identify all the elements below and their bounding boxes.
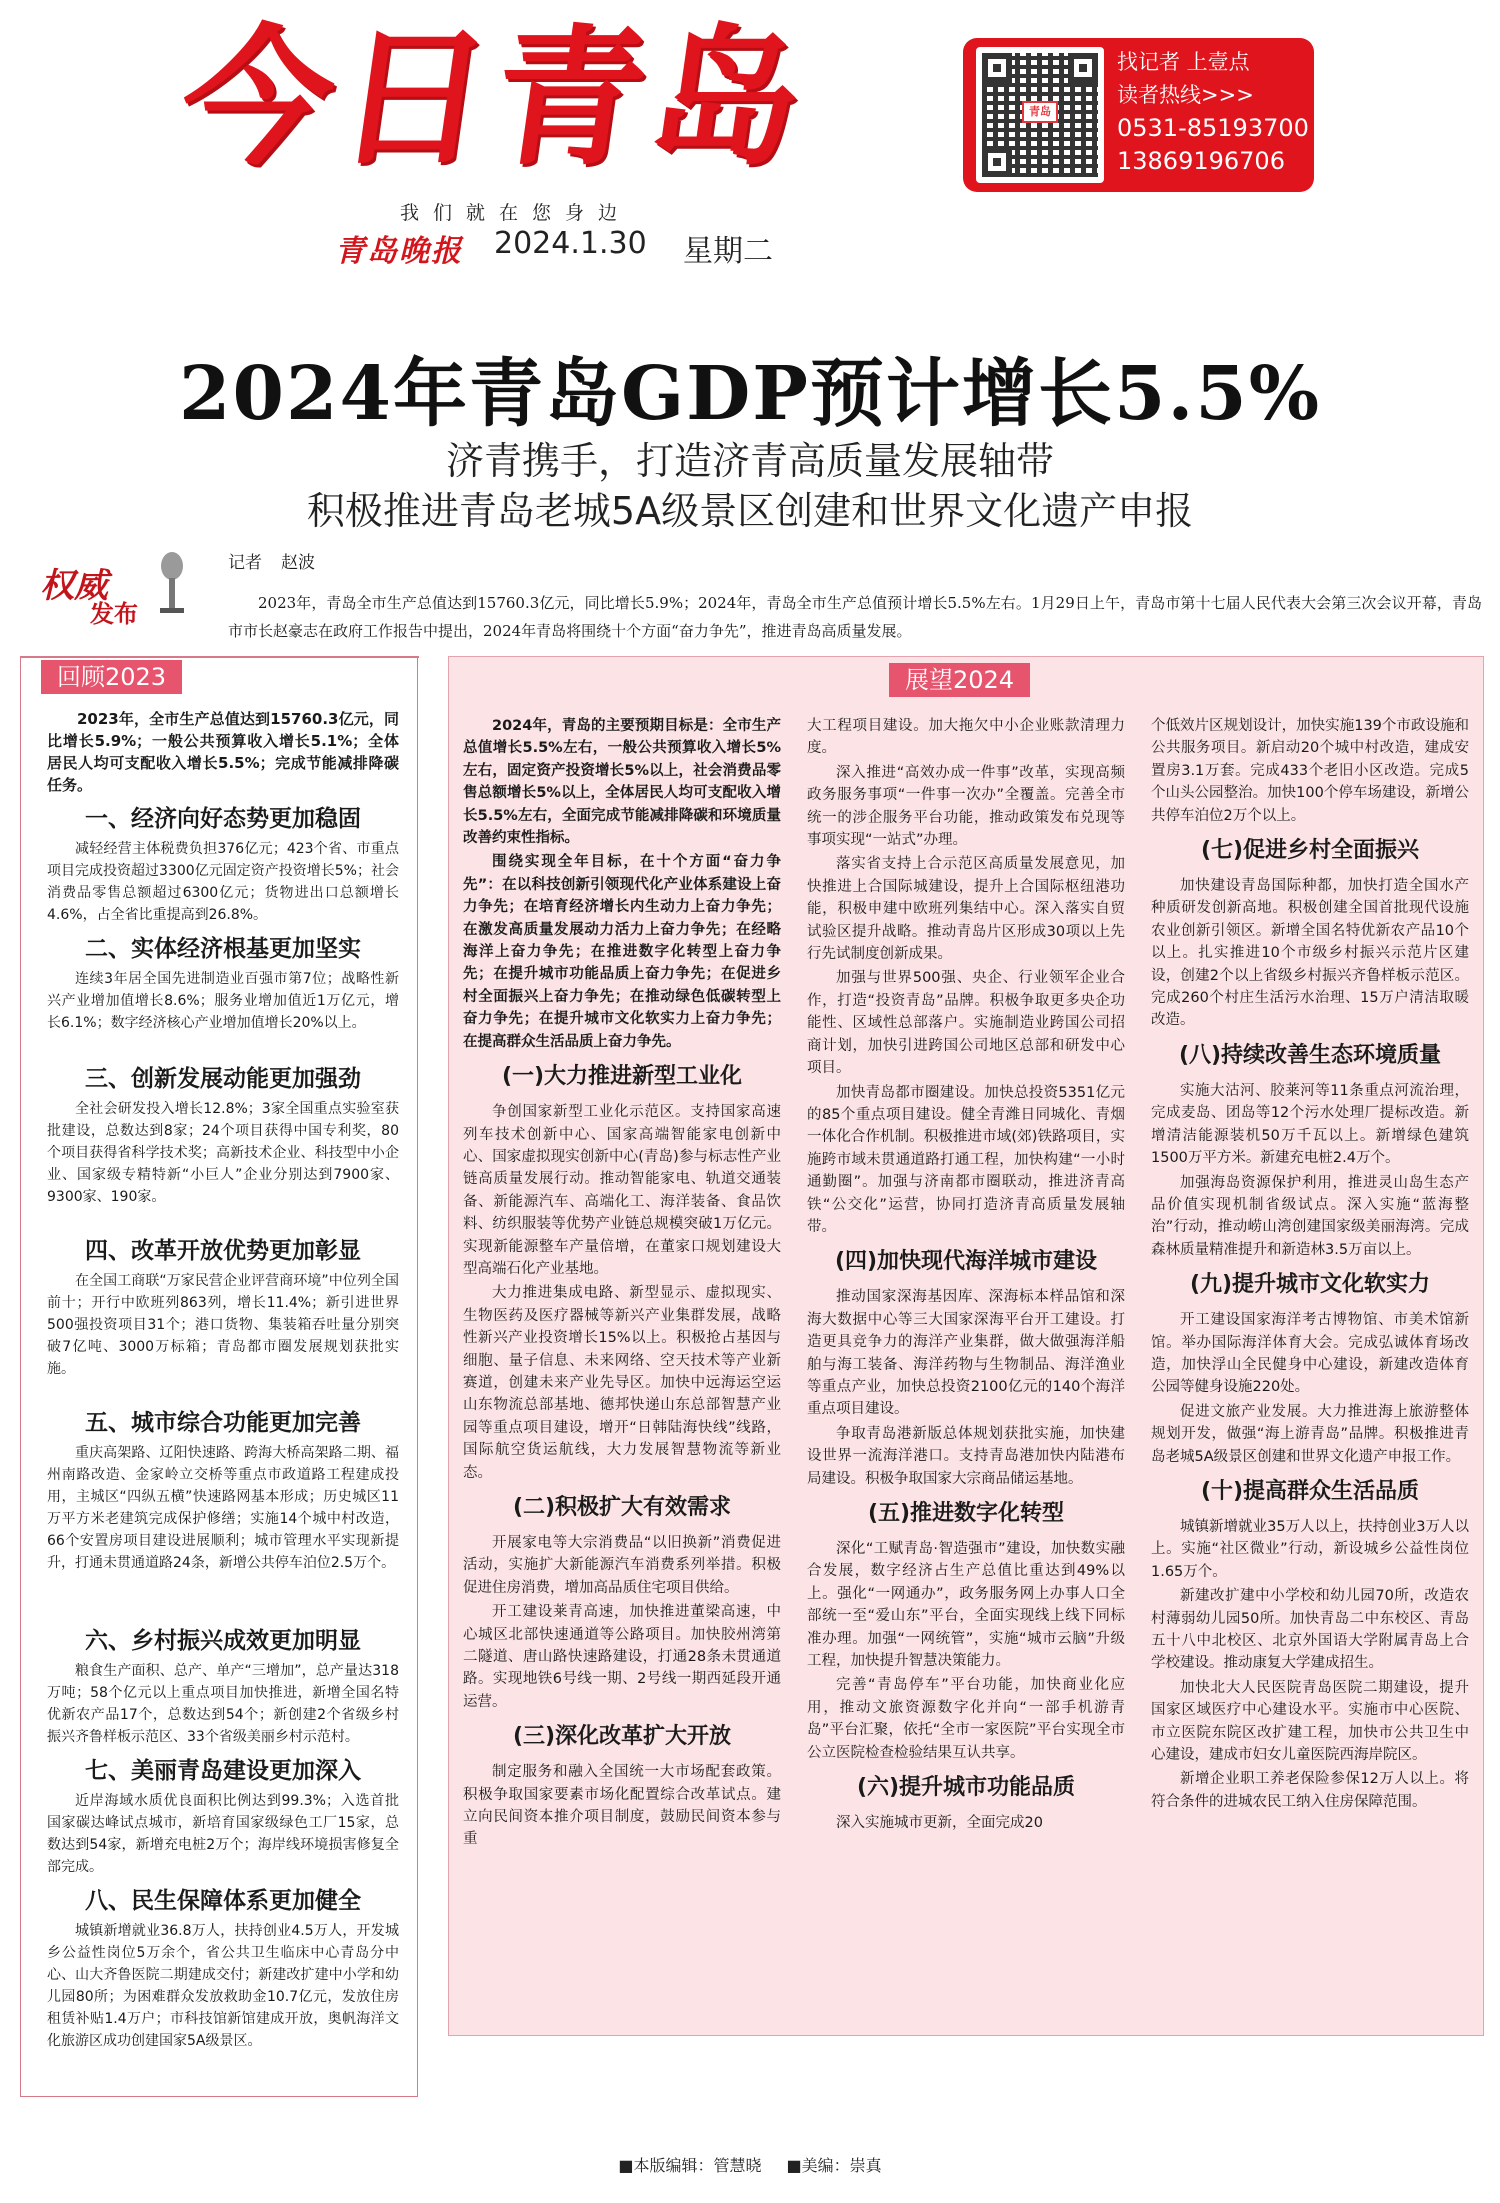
outlook-paragraph: 开展家电等大宗消费品“以旧换新”消费促进活动，实施扩大新能源汽车消费系列举措。积极促进住房消费，增加高品质住宅项目供给。: [463, 1535, 781, 1596]
issue-weekday: 星期二: [683, 234, 773, 269]
outlook-paragraph: 加强海岛资源保护利用，推进灵山岛生态产品价值实现机制省级试点。深入实施“蓝海整治”行动，推动崂山湾创建国家级美丽海湾。完成森林质量精准提升和新造林3.5万亩以上。: [1151, 1174, 1469, 1258]
contact-line-hotline: 读者热线>>>: [1117, 83, 1254, 107]
outlook-subtitle: (一)大力推进新型工业化: [501, 1064, 743, 1090]
outlook-column-2: [807, 715, 1125, 2025]
outlook-subtitle: (七)促进乡村全面振兴: [1200, 838, 1420, 864]
microphone-icon: [150, 548, 190, 628]
outlook-subtitle: (六)提升城市功能品质: [856, 1775, 1076, 1801]
page-footer: [0, 2153, 1500, 2176]
outlook-paragraph: 完善“青岛停车”平台功能，加快商业化应用，推动文旅资源数字化并向“一部手机游青岛”平台汇聚，依托“全市一家医院”平台实现全市公立医院检查检验结果互认共享。: [807, 1677, 1125, 1761]
review-section-title: 三、创新发展动能更加强劲: [85, 1066, 361, 1092]
qr-logo: 青岛: [1022, 101, 1058, 123]
outlook-paragraph: 大工程项目建设。加大拖欠中小企业账款清理力度。: [807, 718, 1125, 757]
badge-top-text: 权威: [40, 566, 108, 606]
authority-badge: [40, 548, 190, 632]
review-section-title: 四、改革开放优势更加彰显: [85, 1238, 361, 1264]
outlook-paragraph: 促进文旅产业发展。大力推进海上旅游整体规划开发，做强“海上游青岛”品牌。积极推进青岛老城5A级景区创建和世界文化遗产申报工作。: [1151, 1403, 1469, 1465]
review-section-body: 在全国工商联“万家民营企业评营商环境”中位列全国前十；开行中欧班列863列，增长11.4%；新引进世界500强投资项目31个；港口货物、集装箱吞吐量分别突破7亿吨、3000万标箱；青岛都市圈发展规划获批实施。: [47, 1273, 399, 1377]
outlook-paragraph: 落实省支持上合示范区高质量发展意见，加快推进上合国际城建设，提升上合国际枢纽港功能，积极申建中欧班列集结中心。深入落实自贸试验区提升战略。推动青岛片区形成30项以上先行先试制度创新成果。: [807, 856, 1125, 963]
review-2023-column: [20, 656, 418, 2097]
outlook-paragraph: 大力推进集成电路、新型显示、虚拟现实、生物医药及医疗器械等新兴产业集群发展，战略性新兴产业投资增长15%以上。积极抢占基因与细胞、量子信息、未来网络、空天技术等产业新赛道，创建未来产业先导区。加快中远海运空运山东物流总部基地、德邦快递山东总部智慧产业园等重点项目建设，增开“日韩陆海快线”线路，国际航空货运航线，大力发展智慧物流等新业态。: [463, 1285, 781, 1481]
outlook-paragraph: 深化“工赋青岛·智造强市”建设，加快数实融合发展，数字经济占生产总值比重达到49%以上。强化“一网通办”，政务服务网上办事人口全部统一至“爱山东”平台，全面实现线上线下同标准办理。加强“一网统管”，实施“城市云脑”升级工程，加快提升智慧决策能力。: [807, 1541, 1125, 1670]
outlook-paragraph: 开工建设莱青高速，加快推进董梁高速，中心城区北部快速通道等公路项目。加快胶州湾第二隧道、唐山路快速路建设，打通28条未贯通道路。实现地铁6号线一期、2号线一期西延段开通运营。: [463, 1604, 781, 1710]
review-section-title: 八、民生保障体系更加健全: [85, 1888, 361, 1914]
outlook-paragraph: 加快青岛都市圈建设。加快总投资5351亿元的85个重点项目建设。健全青潍日同城化、青烟一体化合作机制。积极推进市域(郊)铁路项目，实施跨市域未贯通道路打通工程，加快构建“一小时通勤圈”。加强与济南都市圈联动，推进济青高铁“公交化”运营，协同打造济青高质量发展轴带。: [807, 1084, 1125, 1235]
review-section-title: 七、美丽青岛建设更加深入: [85, 1758, 361, 1784]
outlook-paragraph: 制定服务和融入全国统一大市场配套政策。积极争取国家要素市场化配置综合改革试点。建立向民间资本推介项目制度，鼓励民间资本参与重: [463, 1764, 781, 1848]
outlook-subtitle: (三)深化改革扩大开放: [512, 1724, 732, 1750]
headline: 2024年青岛GDP预计增长5.5%: [178, 351, 1322, 437]
outlook-2024-panel: [448, 656, 1484, 2036]
outlook-column-1: [463, 715, 781, 2025]
outlook-paragraph: 开工建设国家海洋考古博物馆、市美术馆新馆。举办国际海洋体育大会。完成弘诚体育场改造，加快浮山全民健身中心建设，新建改造体育公园等健身设施220处。: [1151, 1312, 1469, 1396]
outlook-paragraph: 加强与世界500强、央企、行业领军企业合作，打造“投资青岛”品牌。积极争取更多央企功能性、区域性总部落户。实施制造业跨国公司招商计划，加快引进跨国公司地区总部和研发中心项目。: [807, 970, 1125, 1077]
outlook-column-3: [1151, 715, 1469, 2025]
review-section-body: 重庆高架路、辽阳快速路、跨海大桥高架路二期、福州南路改造、金家岭立交桥等重点市政道路工程建成投用，主城区“四纵五横”快速路网基本形成；历史城区11万平方米老建筑完成保护修缮；实施14个城中村改造，66个安置房项目建设进展顺利；城市管理水平实现新提升，打通未贯通道路24条，新增公共停车泊位2.5万个。: [47, 1445, 399, 1571]
badge-bottom-text: 发布: [90, 600, 138, 628]
review-summary: 2023年，全市生产总值达到15760.3亿元，同比增长5.9%；一般公共预算收入增长5.1%；全体居民人均可支配收入增长5.5%；完成节能减排降碳任务。: [47, 710, 399, 794]
outlook-paragraph: 争创国家新型工业化示范区。支持国家高速列车技术创新中心、国家高端智能家电创新中心、国家虚拟现实创新中心(青岛)参与标志性产业链高质量发展行动。推动智能家电、轨道交通装备、新能源汽车、高端化工、海洋装备、食品饮料、纺织服装等优势产业链总规模突破1万亿元。实现新能源整车产量倍增，在董家口规划建设大型高端石化产业基地。: [463, 1104, 781, 1277]
contact-phone-2: 13869196706: [1117, 147, 1285, 175]
review-section-title: 五、城市综合功能更加完善: [85, 1410, 361, 1436]
outlook-paragraph: 新建改扩建中小学校和幼儿园70所，改造农村薄弱幼儿园50所。加快青岛二中东校区、青岛五十八中北校区、北京外国语大学附属青岛上合学校建设。推动康复大学建成招生。: [1151, 1588, 1469, 1672]
outlook-paragraph: 争取青岛港新版总体规划获批实施，加快建设世界一流海洋港口。支持青岛港加快内陆港布局建设。积极争取国家大宗商品储运基地。: [807, 1425, 1125, 1487]
outlook-intro: 2024年，青岛的主要预期目标是：全市生产总值增长5.5%左右，一般公共预算收入增长5%左右，固定资产投资增长5%以上，社会消费品零售总额增长5%以上，全体居民人均可支配收入增长5.5%左右，全面完成节能减排降碳和环境质量改善约束性指标。: [463, 718, 781, 847]
outlook-paragraph: 加快北大人民医院青岛医院二期建设，提升国家区域医疗中心建设水平。实施市中心医院、市立医院东院区改扩建工程，加快市公共卫生中心建设，建成市妇女儿童医院西海岸院区。: [1151, 1679, 1469, 1764]
paper-name: 青岛晚报: [335, 234, 463, 269]
outlook-paragraph: 深入实施城市更新，全面完成20: [836, 1815, 1043, 1832]
lead-paragraph: 2023年，青岛全市生产总值达到15760.3亿元，同比增长5.9%；2024年，青岛全市生产总值预计增长5.5%左右。1月29日上午，青岛市第十七届人民代表大会第三次会议开幕，青岛市市长赵豪志在政府工作报告中提出，2024年青岛将围绕十个方面“奋力争先”，推进青岛高质量发展。: [228, 594, 1482, 640]
issue-date: 2024.1.30: [494, 226, 647, 261]
newspaper-logo: 今日青岛: [170, 12, 820, 186]
review-section-body: 连续3年居全国先进制造业百强市第7位；战略性新兴产业增加值增长8.6%；服务业增加值近1万亿元，增长6.1%；数字经济核心产业增加值增长20%以上。: [47, 971, 399, 1031]
masthead: [0, 0, 1500, 290]
outlook-subtitle: (四)加快现代海洋城市建设: [834, 1249, 1098, 1275]
review-section-body: 粮食生产面积、总产、单产“三增加”，总产量达318万吨；58个亿元以上重点项目加快推进，新增全国名特优新农产品17个，总数达到54个；新创建2个省级乡村振兴齐鲁样板示范区、33个省级美丽乡村示范村。: [47, 1663, 399, 1745]
outlook-paragraph: 个低效片区规划设计，加快实施139个市政设施和公共服务项目。新启动20个城中村改造，建成安置房3.1万套。完成433个老旧小区改造。完成5个山头公园整治。加快100个停车场建设，新增公共停车泊位2万个以上。: [1151, 718, 1469, 824]
review-section-body: 全社会研发投入增长12.8%；3家全国重点实验室获批建设，总数达到8家；24个项目获得中国专利奖，80个项目获得省科学技术奖；高新技术企业、科技型中小企业、国家级专精特新“小巨人”企业分别达到7900家、9300家、190家。: [47, 1101, 399, 1205]
review-section-body: 减轻经营主体税费负担376亿元；423个省、市重点项目完成投资超过3300亿元固定资产投资增长5%；社会消费品零售总额超过6300亿元；货物进出口总额增长4.6%，占全省比重提高到26.8%。: [47, 841, 399, 923]
outlook-paragraph: 新增企业职工养老保险参保12万人以上。将符合条件的进城农民工纳入住房保障范围。: [1151, 1771, 1469, 1810]
outlook-subtitle: (九)提升城市文化软实力: [1189, 1272, 1431, 1298]
outlook-paragraph: 城镇新增就业35万人以上，扶持创业3万人以上。实施“社区微业”行动，新设城乡公益性岗位1.65万个。: [1151, 1518, 1469, 1580]
footer-designer: ■美编：崇真: [786, 2156, 882, 2175]
slogan: 我们就在您身边: [400, 202, 632, 224]
outlook-paragraph: 加快建设青岛国际种都，加快打造全国水产种质研发创新高地。积极创建全国首批现代设施农业创新引领区。新增全国名特优新农产品10个以上。扎实推进10个市级乡村振兴示范片区建设，创建2个以上省级乡村振兴齐鲁样板示范区。完成260个村庄生活污水治理、15万户清洁取暖改造。: [1151, 878, 1469, 1029]
contact-phone-1: 0531-85193700: [1117, 114, 1309, 142]
column-rule: [21, 656, 419, 658]
subhead-1: 济青携手，打造济青高质量发展轴带: [445, 439, 1054, 483]
review-section-title: 二、实体经济根基更加坚实: [85, 936, 361, 962]
review-section-body: 城镇新增就业36.8万人，扶持创业4.5万人，开发城乡公益性岗位5万余个，省公共卫生临床中心青岛分中心、山大齐鲁医院二期建成交付；新建改扩建中小学和幼儿园80所；为困难群众发放救助金10.7亿元，发放住房租赁补贴1.4万户；市科技馆新馆建成开放，奥帆海洋文化旅游区成功创建国家5A级景区。: [47, 1923, 399, 2049]
review-section-title: 六、乡村振兴成效更加明显: [85, 1628, 361, 1654]
outlook-paragraph: 推动国家深海基因库、深海标本样品馆和深海大数据中心等三大国家深海平台开工建设。打造更具竞争力的海洋产业集群，做大做强海洋船舶与海工装备、海洋药物与生物制品、海洋渔业等重点产业，加快总投资2100亿元的140个海洋重点项目建设。: [807, 1289, 1125, 1418]
outlook-tab: 展望2024: [889, 663, 1030, 697]
outlook-focus: 围绕实现全年目标，在十个方面“奋力争先”：在以科技创新引领现代化产业体系建设上奋力争先；在培育经济增长内生动力上奋力争先；在激发高质量发展动力活力上奋力争先；在经略海洋上奋力争先；在推进数字化转型上奋力争先；在提升城市功能品质上奋力争先；在促进乡村全面振兴上奋力争先；在推动绿色低碳转型上奋力争先；在提升城市文化软实力上奋力争先；在提高群众生活品质上奋力争先。: [463, 854, 781, 1050]
outlook-subtitle: (八)持续改善生态环境质量: [1178, 1042, 1442, 1068]
reporter-label: 记者: [228, 553, 262, 573]
contact-box: [963, 38, 1314, 192]
contact-text: [1117, 46, 1309, 178]
review-tab: 回顾2023: [41, 660, 182, 694]
outlook-subtitle: (二)积极扩大有效需求: [512, 1495, 732, 1520]
contact-line-reporter: 找记者 上壹点: [1117, 50, 1250, 74]
review-section-title: 一、经济向好态势更加稳固: [85, 806, 361, 832]
outlook-subtitle: (十)提高群众生活品质: [1200, 1478, 1420, 1504]
outlook-subtitle: (五)推进数字化转型: [867, 1501, 1065, 1526]
outlook-paragraph: 实施大沽河、胶莱河等11条重点河流治理，完成麦岛、团岛等12个污水处理厂提标改造。新增清洁能源装机50万千瓦以上。新增绿色建筑1500万平方米。新建充电桩2.4万个。: [1151, 1082, 1469, 1167]
review-body: [47, 708, 399, 2074]
reporter-name: 赵波: [281, 553, 315, 573]
review-section-body: 近岸海域水质优良面积比例达到99.3%；入选首批国家碳达峰试点城市，新培育国家级绿色工厂15家，总数达到54家，新增充电桩2万个；海岸线环境损害修复全部完成。: [47, 1793, 399, 1875]
qr-code-icon[interactable]: [976, 47, 1104, 183]
outlook-paragraph: 深入推进“高效办成一件事”改革，实现高频政务服务事项“一件事一次办”全覆盖。完善全市统一的涉企服务平台功能，推动政策发布兑现等事项实现“一站式”办理。: [807, 764, 1125, 849]
footer-editor: ■本版编辑：管慧晓: [618, 2156, 762, 2175]
subhead-2: 积极推进青岛老城5A级景区创建和世界文化遗产申报: [306, 489, 1194, 533]
